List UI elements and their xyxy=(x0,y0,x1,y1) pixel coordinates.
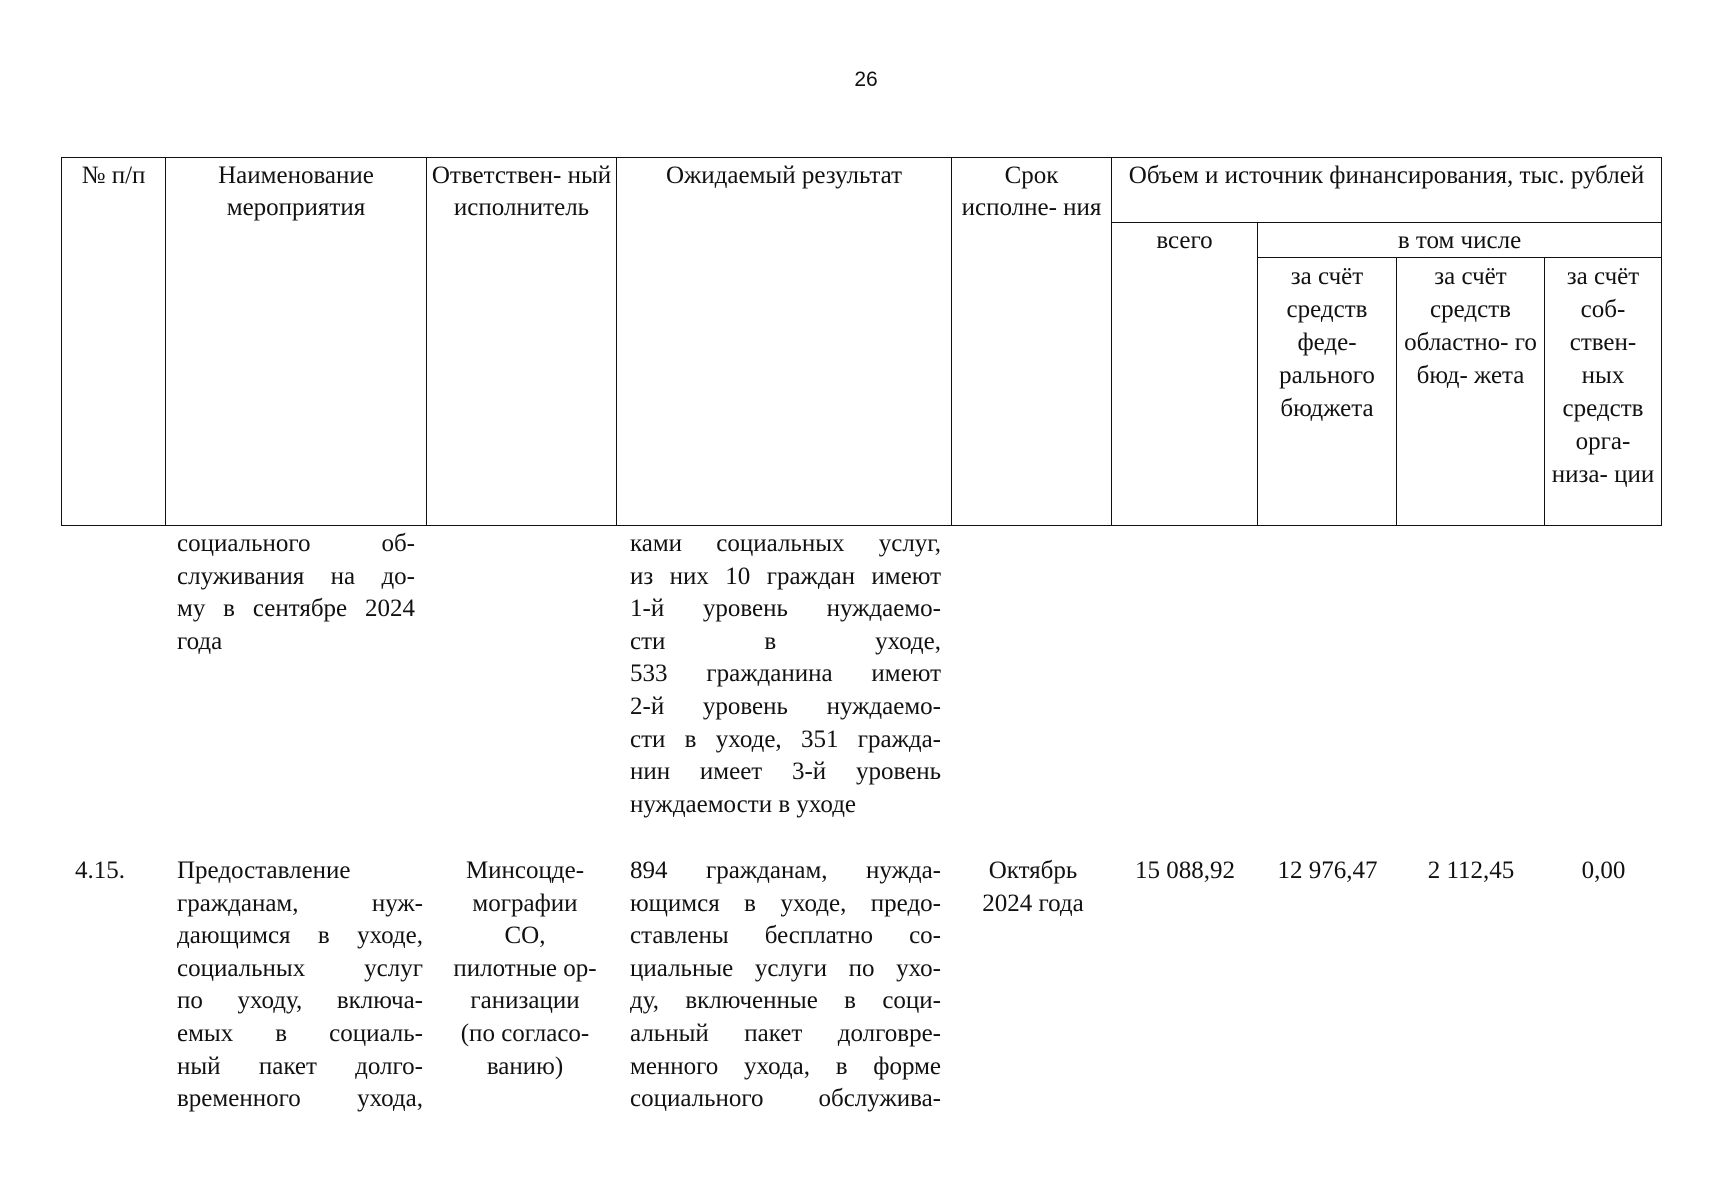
financing-federal xyxy=(1258,855,1397,888)
text-line: дающимся в уходе, xyxy=(177,922,423,950)
text-line: 2024 года xyxy=(982,889,1084,917)
value-text: 2 112,45 xyxy=(1427,857,1515,884)
text-line: менного ухода, в форме xyxy=(630,1052,941,1080)
responsible-executor xyxy=(432,855,618,1083)
text-line: емых в социаль- xyxy=(177,1019,423,1047)
header-federal: за счёт средств феде- рального бюджета xyxy=(1258,258,1397,526)
header-own-funds: за счёт соб- ствен- ных средств орга- низа- ции xyxy=(1545,258,1662,526)
text-line: Предоставление xyxy=(177,857,351,884)
value-text: 12 976,47 xyxy=(1277,857,1378,884)
text-line: социального об- xyxy=(177,530,415,557)
text-line: сти в уходе, 351 гражда- xyxy=(630,725,941,753)
text-line: нуждаемости в уходе xyxy=(630,790,857,818)
text-line: пилотные ор- xyxy=(453,954,597,982)
text-line: альный пакет долговре- xyxy=(630,1019,941,1047)
text-line xyxy=(630,626,941,659)
header-financing: Объем и источник финансирования, тыс. рублей xyxy=(1112,158,1662,223)
text-line: СО, xyxy=(504,922,546,950)
text-line: му в сентябре 2024 xyxy=(177,595,415,623)
financing-own-funds xyxy=(1545,855,1662,888)
text-line: ющимся в уходе, предо- xyxy=(630,889,941,917)
text-line: года xyxy=(177,627,223,655)
text-line: 894 гражданам, нужда- xyxy=(630,857,941,884)
text-line: служивания на до- xyxy=(177,562,415,590)
word: уходе, xyxy=(875,627,941,655)
financing-regional xyxy=(1397,855,1545,888)
text-line: по уходу, включа- xyxy=(177,987,423,1015)
execution-term xyxy=(952,855,1114,920)
header-regional: за счёт средств областно- го бюд- жета xyxy=(1397,258,1545,526)
text-line: из них 10 граждан имеют xyxy=(630,562,941,590)
text-line: ками социальных услуг, xyxy=(630,530,941,557)
continued-event-name xyxy=(177,528,415,658)
row-number-text: 4.15. xyxy=(75,857,125,884)
header-responsible: Ответствен- ный исполнитель xyxy=(427,158,617,526)
text-line: 533 гражданина имеют xyxy=(630,660,941,688)
value-text: 15 088,92 xyxy=(1135,857,1235,884)
text-line: Минсоцде- xyxy=(465,857,585,884)
header-event-name: Наименование мероприятия xyxy=(166,158,427,526)
word: в xyxy=(764,627,777,655)
header-including: в том числе xyxy=(1258,223,1662,258)
text-line: временного ухода, xyxy=(177,1085,423,1113)
page-number: 26 xyxy=(854,68,878,91)
table-header xyxy=(61,157,1662,526)
text-line: циальные услуги по ухо- xyxy=(630,954,941,982)
text-line: нин имеет 3-й уровень xyxy=(630,758,941,786)
row-number xyxy=(75,855,155,888)
header-number: № п/п xyxy=(62,158,166,526)
header-total: всего xyxy=(1112,223,1258,526)
financing-total xyxy=(1112,855,1258,888)
text-line: мографии xyxy=(472,889,578,917)
text-line: ставлены бесплатно со- xyxy=(630,922,941,950)
value-text: 0,00 xyxy=(1581,857,1626,884)
text-line: 1-й уровень нуждаемо- xyxy=(630,595,941,623)
text-line: Октябрь xyxy=(988,857,1078,884)
text-line: социального обслужива- xyxy=(630,1085,941,1113)
header-expected-result: Ожидаемый результат xyxy=(617,158,952,526)
continued-expected-result xyxy=(630,528,941,821)
text-line: ванию) xyxy=(486,1052,564,1080)
expected-result xyxy=(630,855,941,1116)
text-line: 2-й уровень нуждаемо- xyxy=(630,692,941,720)
event-name xyxy=(177,855,423,1116)
text-line: ганизации xyxy=(470,987,580,1015)
text-line: ный пакет долго- xyxy=(177,1052,423,1080)
header-term: Срок исполне- ния xyxy=(952,158,1112,526)
text-line: гражданам, нуж- xyxy=(177,889,423,917)
word: сти xyxy=(630,627,666,655)
text-line: (по согласо- xyxy=(460,1019,590,1047)
text-line: ду, включенные в соци- xyxy=(630,987,941,1015)
text-line: социальных услуг xyxy=(177,954,423,982)
